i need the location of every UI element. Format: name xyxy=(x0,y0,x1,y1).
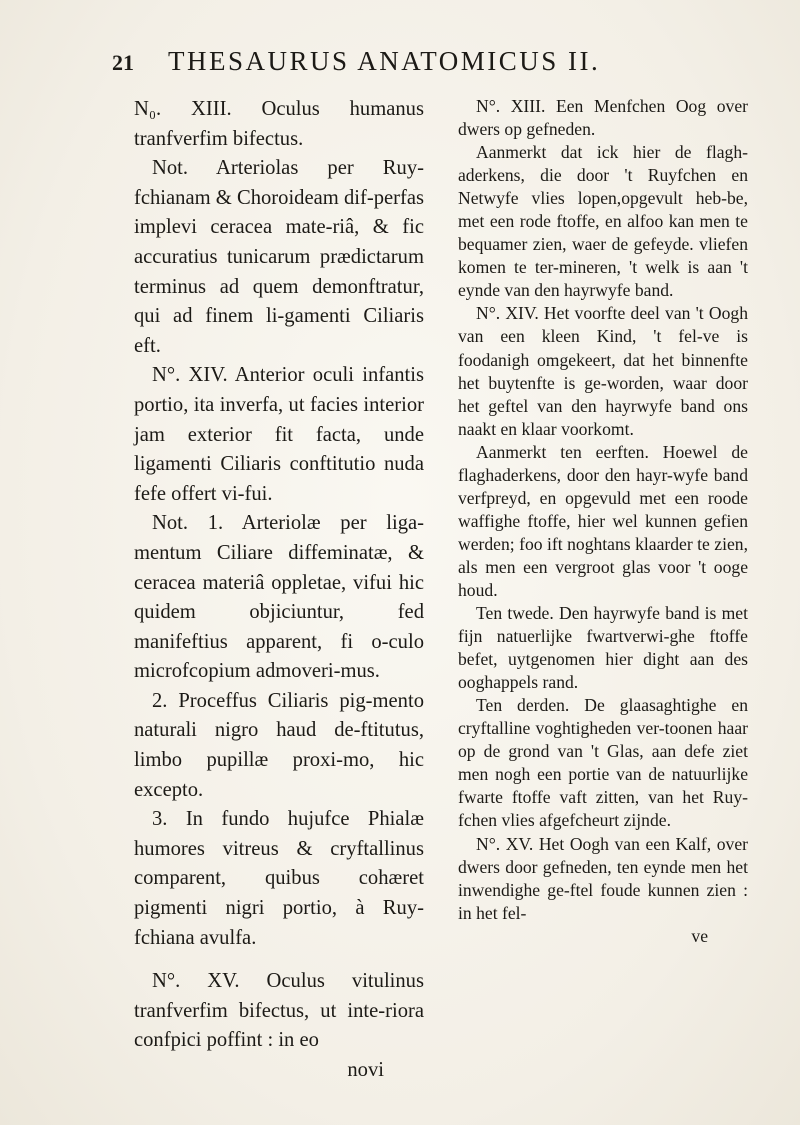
dutch-entry-14-note-1: Aanmerkt ten eerften. Hoewel de flaghaderkens, door den hayr-wyfe band verfpreyd, en opgevuld met een roode waffighe ftoffe, hier wel kunnen gefien werden; foo ift noghtans klaarder te zien, als men een vergroot glas voor 't ooge houd. xyxy=(458,441,748,600)
dutch-catchword: ve xyxy=(691,925,708,946)
dutch-column xyxy=(458,95,748,948)
latin-catchword: novi xyxy=(347,1059,384,1081)
paragraph-gap xyxy=(134,953,424,967)
latin-entry-14-note-1: Not. 1. Arteriolæ per liga-mentum Ciliare diffeminatæ, & ceracea materiâ oppletae, vifui hic quidem objiciuntur, fed manifeftius apparent, fi o-culo microfcopium admoveri-mus. xyxy=(134,512,424,683)
dutch-entry-14-note-2: Ten twede. Den hayrwyfe band is met fijn natuerlijke fwartverwi-ghe ftoffe befet, uytgenomen hier dight aan des ooghappels rand. xyxy=(458,603,748,693)
latin-entry-14-title: N°. XIV. Anterior oculi infantis portio, ita inverfa, ut facies interior jam exterior fit facta, unde ligamenti Ciliaris conftitutio nuda fefe offert vi-fui. xyxy=(134,364,424,505)
latin-entry-14-note-3: 3. In fundo hujufce Phialæ humores vitreus & cryftallinus comparent, quibus cohæret pigmenti nigri portio, à Ruy-fchiana avulfa. xyxy=(134,808,424,949)
page-header xyxy=(112,46,742,86)
dutch-entry-14-title: N°. XIV. Het voorfte deel van 't Oogh van een kleen Kind, 't fel-ve is foodanigh omgekeert, dat het binnenfte het buytenfte is ge-worden, waar door het geftel van den hayrwyfe band ons naakt en klaar voorkomt. xyxy=(458,303,748,439)
dutch-entry-15-title: N°. XV. Het Oogh van een Kalf, over dwers door gefneden, ten eynde men het inwendighe ge-ftel foude kunnen zien : in het fel- xyxy=(458,833,748,923)
latin-entry-14-note-2: 2. Proceffus Ciliaris pig-mento naturali nigro haud de-ftitutus, limbo pupillæ proxi-mo, hic excepto. xyxy=(134,689,424,801)
dutch-entry-14-note-3: Ten derden. De glaasaghtighe en cryftalline voghtigheden ver-toonen haar op de grond van 't Glas, aan defe ziet men nogh een portie van de natuurlijke fwarte ftoffe vaft zitten, van het Ruy-fchen vlies afgefcheurt zijnde. xyxy=(458,695,748,831)
latin-entry-13-note: Not. Arteriolas per Ruy-fchianam & Choroideam dif-perfas implevi ceracea mate-riâ, & fic accuratius tunicarum prædictarum terminus ad quem demonftratur, qui ad finem li-gamenti Ciliaris eft. xyxy=(134,157,424,357)
running-title: THESAURUS ANATOMICUS II. xyxy=(168,46,601,76)
latin-entry-13-title: N₀. XIII. Oculus humanus tranfverfim bifectus. xyxy=(134,98,424,150)
page-number: 21 xyxy=(112,50,134,75)
dutch-entry-13-title: N°. XIII. Een Menfchen Oog over dwers op gefneden. xyxy=(458,96,748,140)
dutch-entry-13-note: Aanmerkt dat ick hier de flagh-aderkens, die door 't Ruyfchen en Netwyfe vlies lopen,opgevult heb-be, met een rode ftoffe, en alfoo kan men te bequamer zien, waer de gefeyde. vliefen komen te ter-mineren, 't welk is aan 't eynde van den hayrwyfe band. xyxy=(458,142,748,301)
latin-column xyxy=(134,95,424,1086)
latin-entry-15-title: N°. XV. Oculus vitulinus tranfverfim bifectus, ut inte-riora confpici poffint : in eo xyxy=(134,970,424,1052)
